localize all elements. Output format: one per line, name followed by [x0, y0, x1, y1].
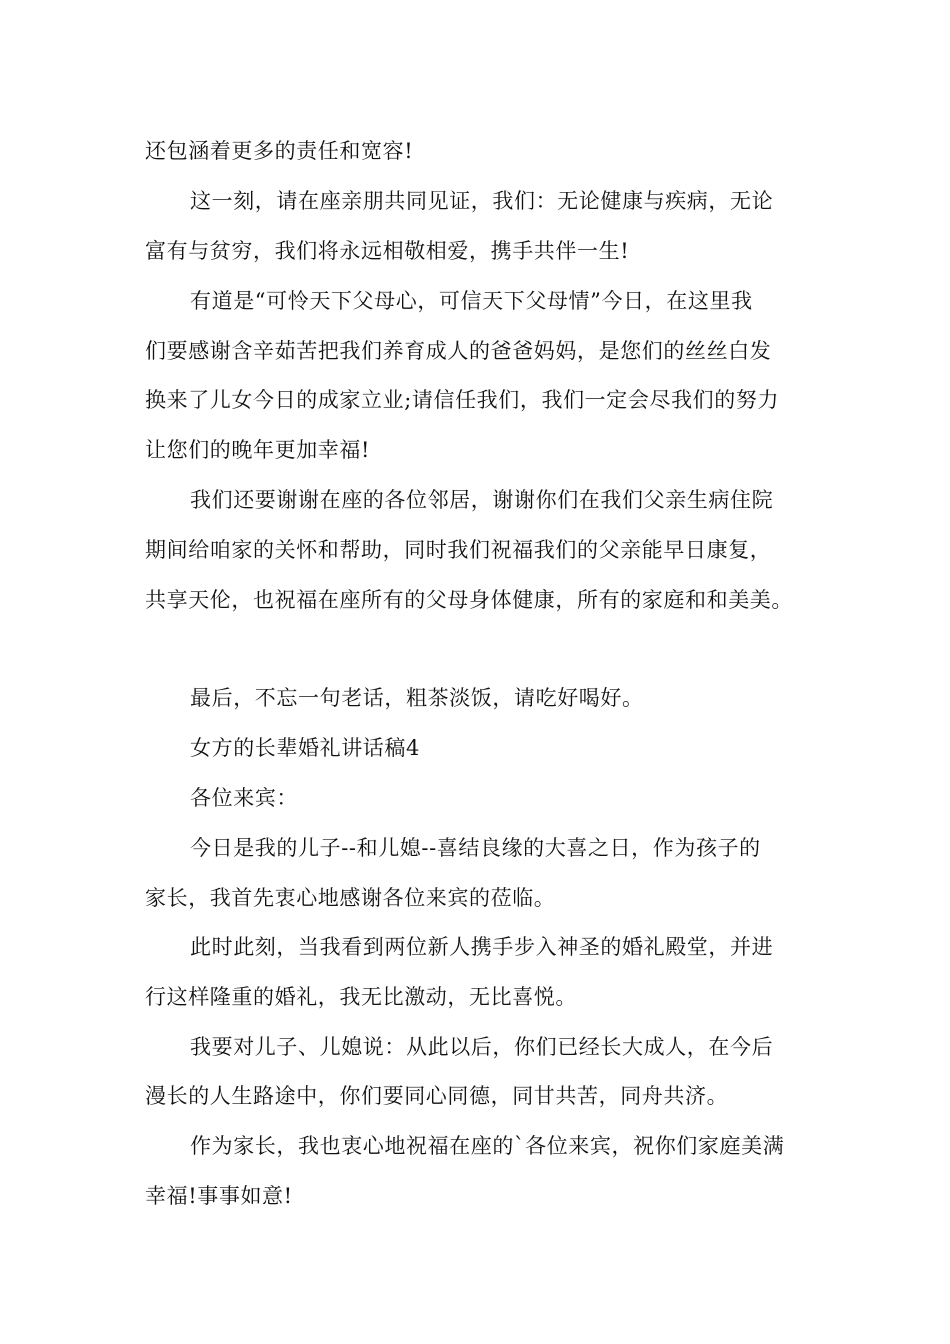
- text-line: 有道是“可怜天下父母心，可信天下父母情”今日，在这里我: [190, 289, 753, 313]
- text-line: 行这样隆重的婚礼，我无比激动，无比喜悦。: [145, 985, 577, 1009]
- text-line: 家长，我首先衷心地感谢各位来宾的莅临。: [145, 886, 556, 910]
- text-line: 漫长的人生路途中，你们要同心同德，同甘共苦，同舟共济。: [145, 1084, 729, 1108]
- text-line: 们要感谢含辛茹苦把我们养育成人的爸爸妈妈，是您们的丝丝白发: [145, 339, 772, 363]
- text-line: 让您们的晚年更加幸福!: [145, 438, 371, 462]
- text-line: 换来了儿女今日的成家立业;请信任我们，我们一定会尽我们的努力: [145, 388, 780, 412]
- salutation: 各位来宾：: [190, 786, 298, 810]
- text-line: 幸福!事事如意!: [145, 1184, 293, 1208]
- text-line: 富有与贫穷，我们将永远相敬相爱，携手共伴一生!: [145, 239, 630, 263]
- text-line: 我们还要谢谢在座的各位邻居，谢谢你们在我们父亲生病住院: [190, 488, 774, 512]
- text-line: 最后，不忘一句老话，粗茶淡饭，请吃好喝好。: [190, 686, 644, 710]
- text-line: 共享天伦，也祝福在座所有的父母身体健康，所有的家庭和和美美。: [145, 588, 793, 612]
- text-line: 我要对儿子、儿媳说：从此以后，你们已经长大成人，在今后: [190, 1035, 774, 1059]
- text-line: 作为家长，我也衷心地祝福在座的`各位来宾，祝你们家庭美满: [190, 1134, 785, 1158]
- text-line: 这一刻，请在座亲朋共同见证，我们：无论健康与疾病，无论: [190, 189, 774, 213]
- text-line: 还包涵着更多的责任和宽容!: [145, 139, 414, 163]
- section-heading: 女方的长辈婚礼讲话稿4: [190, 736, 420, 760]
- text-line: 此时此刻，当我看到两位新人携手步入神圣的婚礼殿堂，并进: [190, 935, 774, 959]
- text-line: 期间给咱家的关怀和帮助，同时我们祝福我们的父亲能早日康复，: [145, 538, 772, 562]
- text-line: 今日是我的儿子--和儿媳--喜结良缘的大喜之日，作为孩子的: [190, 836, 761, 860]
